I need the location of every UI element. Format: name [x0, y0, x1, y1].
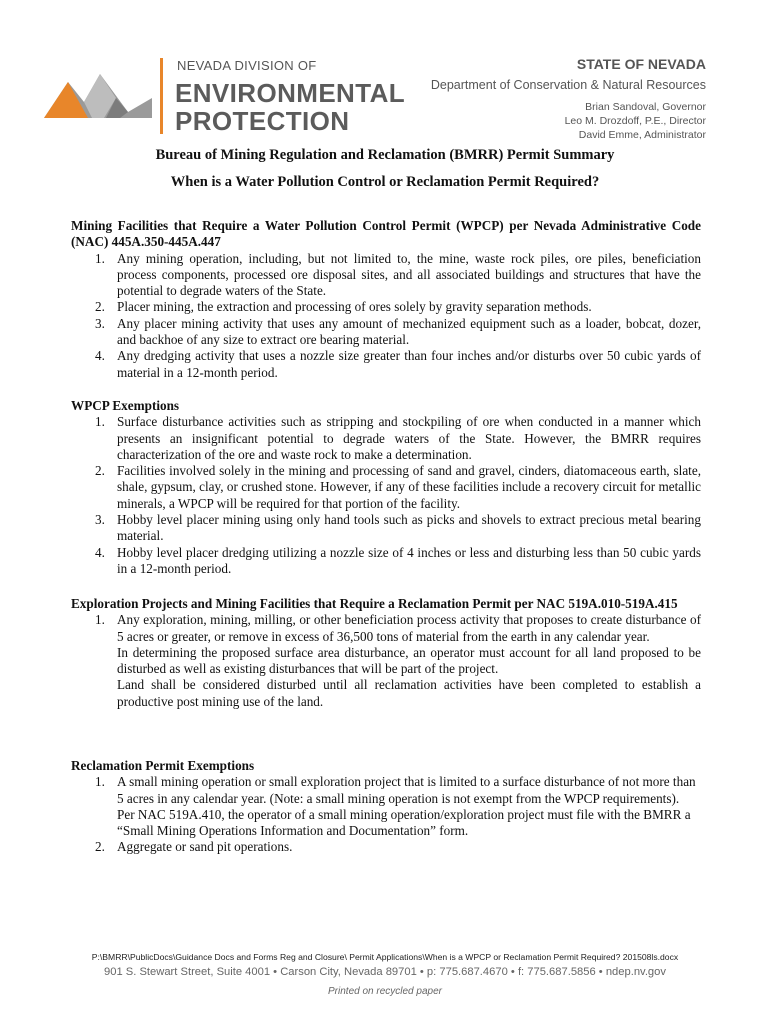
- list-text: Aggregate or sand pit operations.: [117, 839, 293, 855]
- section-heading: Reclamation Permit Exemptions: [71, 758, 255, 773]
- governor: Brian Sandoval, Governor: [585, 101, 706, 113]
- section-heading: Mining Facilities that Require a Water Pollution Control Permit (WPCP) per Nevada Administrative Code (NAC) 445A.350-445A.447: [71, 218, 701, 250]
- list-number: 2.: [95, 463, 105, 479]
- mountain-logo-icon: [44, 72, 152, 120]
- section-wpcp-required: [71, 218, 701, 381]
- numbered-list: [71, 251, 701, 381]
- list-number: 3.: [95, 315, 105, 331]
- numbered-list: [71, 839, 701, 855]
- list-item: [71, 545, 701, 578]
- list-item: [71, 299, 701, 315]
- list-number: 1.: [95, 612, 105, 628]
- section-heading: WPCP Exemptions: [71, 398, 180, 413]
- list-number: 4.: [95, 544, 105, 560]
- list-number: 2.: [95, 299, 105, 315]
- list-item: [71, 839, 701, 855]
- list-item: [71, 612, 701, 645]
- division-name-line-1: ENVIRONMENTAL: [175, 78, 406, 108]
- list-number: 1.: [95, 774, 105, 790]
- list-number: 4.: [95, 348, 105, 364]
- state-letterhead: [431, 56, 706, 142]
- logo-divider: [160, 58, 163, 134]
- department-name: Department of Conservation & Natural Resources: [430, 78, 706, 92]
- section-reclamation-required: [71, 596, 701, 710]
- list-item: [71, 774, 701, 807]
- director: Leo M. Drozdoff, P.E., Director: [564, 115, 706, 127]
- list-number: 1.: [95, 250, 105, 266]
- section-reclamation-exemptions: [71, 758, 701, 856]
- list-item: [71, 414, 701, 463]
- list-text: A small mining operation or small exploration project that is limited to a surface disturbance of not more than 5 acres in any calendar year. (Note: a small mining operation is not exempt from the WPCP requirements).: [117, 774, 696, 806]
- list-item: [71, 316, 701, 349]
- list-number: 3.: [95, 512, 105, 528]
- division-label: NEVADA DIVISION OF: [177, 58, 317, 73]
- officials-list: [431, 100, 706, 142]
- list-text: Hobby level placer mining using only hand tools such as picks and shovels to extract precious metal bearing material.: [117, 512, 701, 544]
- list-item: [71, 251, 701, 300]
- administrator: David Emme, Administrator: [578, 129, 706, 141]
- address-footer: 901 S. Stewart Street, Suite 4001 • Carson City, Nevada 89701 • p: 775.687.4670 • f: 775.687.5856 • ndep.nv.gov: [104, 966, 666, 978]
- list-text: Surface disturbance activities such as stripping and stockpiling of ore when conducted in a manner which presents an insignificant potential to degrade waters of the State. However, the BMRR requires characterization of the ore and waste rock to make a determination.: [117, 414, 701, 462]
- list-text: Any placer mining activity that uses any amount of mechanized equipment such as a loader, bobcat, dozer, and backhoe of any size to extract ore bearing material.: [117, 315, 701, 348]
- document-subtitle: When is a Water Pollution Control or Reclamation Permit Required?: [170, 174, 600, 190]
- list-number: 1.: [95, 414, 105, 430]
- recycled-paper-note: Printed on recycled paper: [328, 986, 442, 997]
- list-item: [71, 348, 701, 381]
- list-paragraph: In determining the proposed surface area disturbance, an operator must account for all land proposed to be disturbed as well as existing disturbances that will be part of the project.: [117, 644, 701, 677]
- list-text: Hobby level placer dredging utilizing a nozzle size of 4 inches or less and disturbing less than 50 cubic yards in a 12-month period.: [117, 544, 701, 576]
- list-item: [71, 463, 701, 512]
- document-title: Bureau of Mining Regulation and Reclamation (BMRR) Permit Summary: [155, 147, 615, 163]
- list-number: 2.: [95, 839, 105, 855]
- section-heading: Exploration Projects and Mining Facilities that Require a Reclamation Permit per NAC 519A.010-519A.415: [71, 596, 678, 611]
- division-name-line-2: PROTECTION: [175, 106, 350, 136]
- numbered-list: [71, 414, 701, 577]
- file-path-footer: P:\BMRR\PublicDocs\Guidance Docs and Forms Reg and Closure\ Permit Applications\When is a WPCP or Reclamation Permit Required? 201508ls.docx: [91, 952, 679, 962]
- numbered-list: [71, 774, 701, 807]
- numbered-list: [71, 612, 701, 645]
- list-text: Placer mining, the extraction and processing of ores solely by gravity separation methods.: [117, 299, 592, 315]
- list-paragraph: Land shall be considered disturbed until all reclamation activities have been completed to establish a productive post mining use of the land.: [117, 677, 701, 709]
- list-item: [71, 512, 701, 545]
- section-wpcp-exemptions: [71, 398, 701, 577]
- state-name: STATE OF NEVADA: [576, 56, 706, 72]
- list-text: Any dredging activity that uses a nozzle size greater than four inches and/or disturbs over 50 cubic yards of material in a 12-month period.: [117, 348, 701, 380]
- list-text: Any exploration, mining, milling, or other beneficiation process activity that proposes to create disturbance of 5 acres or greater, or remove in excess of 36,500 tons of material from the earth in any calendar year.: [117, 612, 701, 644]
- list-text: Facilities involved solely in the mining and processing of sand and gravel, cinders, diatomaceous earth, slate, shale, gypsum, clay, or crushed stone. However, if any of these facilities include a recovery circuit for metallic minerals, a WPCP will be required for that portion of the facility.: [117, 463, 701, 511]
- list-text: Any mining operation, including, but not limited to, the mine, waste rock piles, ore piles, beneficiation process components, processed ore disposal sites, and all associated buildings and structures that have the potential to degrade waters of the State.: [117, 250, 701, 299]
- list-paragraph: Per NAC 519A.410, the operator of a small mining operation/exploration project must file with the BMRR a “Small Mining Operations Information and Documentation” form.: [117, 806, 691, 839]
